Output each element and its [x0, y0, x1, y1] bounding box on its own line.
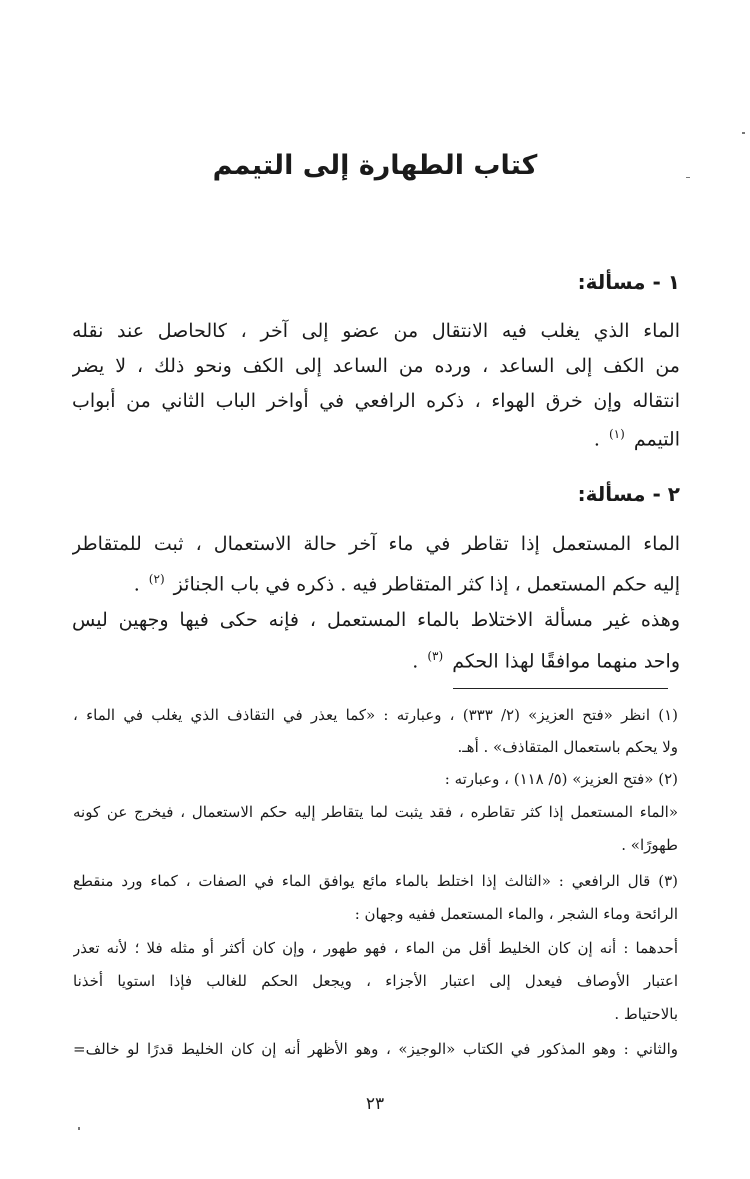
- footnote-line-8: أحدهما : أنه إن كان الخليط أقل من الماء ، فهو طهور ، وإن كان أكثر أو مثله فلا ؛ لأنه تعذر: [73, 939, 678, 957]
- section-2-line-2: [72, 566, 680, 597]
- footnote-line-1: (١) انظر «فتح العزيز» (٢/ ٣٣٣) ، وعبارته : «كما يعذر في التقاذف الذي يغلب في الماء ،: [73, 706, 678, 724]
- footnote-line-10: بالاحتياط .: [614, 1005, 678, 1023]
- section-2-line-2-end: .: [133, 573, 140, 596]
- footnote-line-7: الرائحة وماء الشجر ، والماء المستعمل ففيه وجهان :: [354, 905, 678, 923]
- section-1-line-4: [72, 421, 680, 452]
- section-1-heading: ١ - مسألة:: [577, 270, 680, 294]
- section-2-line-4: [72, 643, 680, 674]
- scan-speck: [78, 1127, 80, 1130]
- section-2-line-3: وهذه غير مسألة الاختلاط بالماء المستعمل ، فإنه حكى فيها وجهين ليس: [72, 609, 680, 631]
- footnote-line-3: (٢) «فتح العزيز» (٥/ ١١٨) ، وعبارته :: [444, 770, 678, 788]
- section-1-line-4-text: التيمم: [633, 428, 680, 451]
- footnote-line-11: والثاني : وهو المذكور في الكتاب «الوجيز» ، وهو الأظهر أنه إن كان الخليط قدرًا لو خالف=: [73, 1040, 678, 1058]
- footnote-line-2: ولا يحكم باستعمال المتقاذف» . أهـ.: [457, 738, 678, 756]
- footnote-line-6: (٣) قال الرافعي : «الثالث إذا اختلط بالماء مائع يوافق الماء في الصفات ، كماء ورد منقطع: [73, 872, 678, 890]
- section-2-heading: ٢ - مسألة:: [577, 482, 680, 506]
- footnote-ref-3: (٣): [427, 649, 444, 663]
- footnote-line-4: «الماء المستعمل إذا كثر تقاطره ، فقد يثبت لما يتقاطر إليه حكم الاستعمال ، فيخرج عن كونه: [73, 803, 678, 821]
- section-1-end: .: [593, 428, 600, 451]
- chapter-title: كتاب الطهارة إلى التيمم: [212, 150, 538, 181]
- section-1-line-2: من الكف إلى الساعد ، ورده من الساعد إلى الكف ونحو ذلك ، لا يضر: [72, 355, 680, 377]
- scan-speck: [742, 132, 745, 134]
- section-1-line-3: انتقاله وإن خرق الهواء ، ذكره الرافعي في أواخر الباب الثاني من أبواب: [72, 390, 680, 412]
- section-2-line-2-text: إليه حكم المستعمل ، إذا كثر المتقاطر فيه . ذكره في باب الجنائز: [173, 573, 680, 596]
- footnote-line-5: طهورًا» .: [621, 836, 678, 854]
- section-2-line-1: الماء المستعمل إذا تقاطر في ماء آخر حالة الاستعمال ، ثبت للمتقاطر: [72, 533, 680, 555]
- scan-speck: [686, 177, 690, 178]
- footnote-separator: [453, 688, 668, 689]
- page-number: ٢٣: [365, 1094, 385, 1114]
- section-2-line-4-end: .: [412, 650, 419, 673]
- section-2-line-4-text: واحد منهما موافقًا لهذا الحكم: [452, 650, 680, 673]
- section-1-line-1: الماء الذي يغلب فيه الانتقال من عضو إلى آخر ، كالحاصل عند نقله: [72, 320, 680, 342]
- footnote-ref-2: (٢): [148, 572, 165, 586]
- footnote-ref-1: (١): [608, 427, 625, 441]
- footnote-line-9: اعتبار الأوصاف فيعدل إلى اعتبار الأجزاء ، ويجعل الحكم للغالب فإذا استويا أخذنا: [73, 972, 678, 990]
